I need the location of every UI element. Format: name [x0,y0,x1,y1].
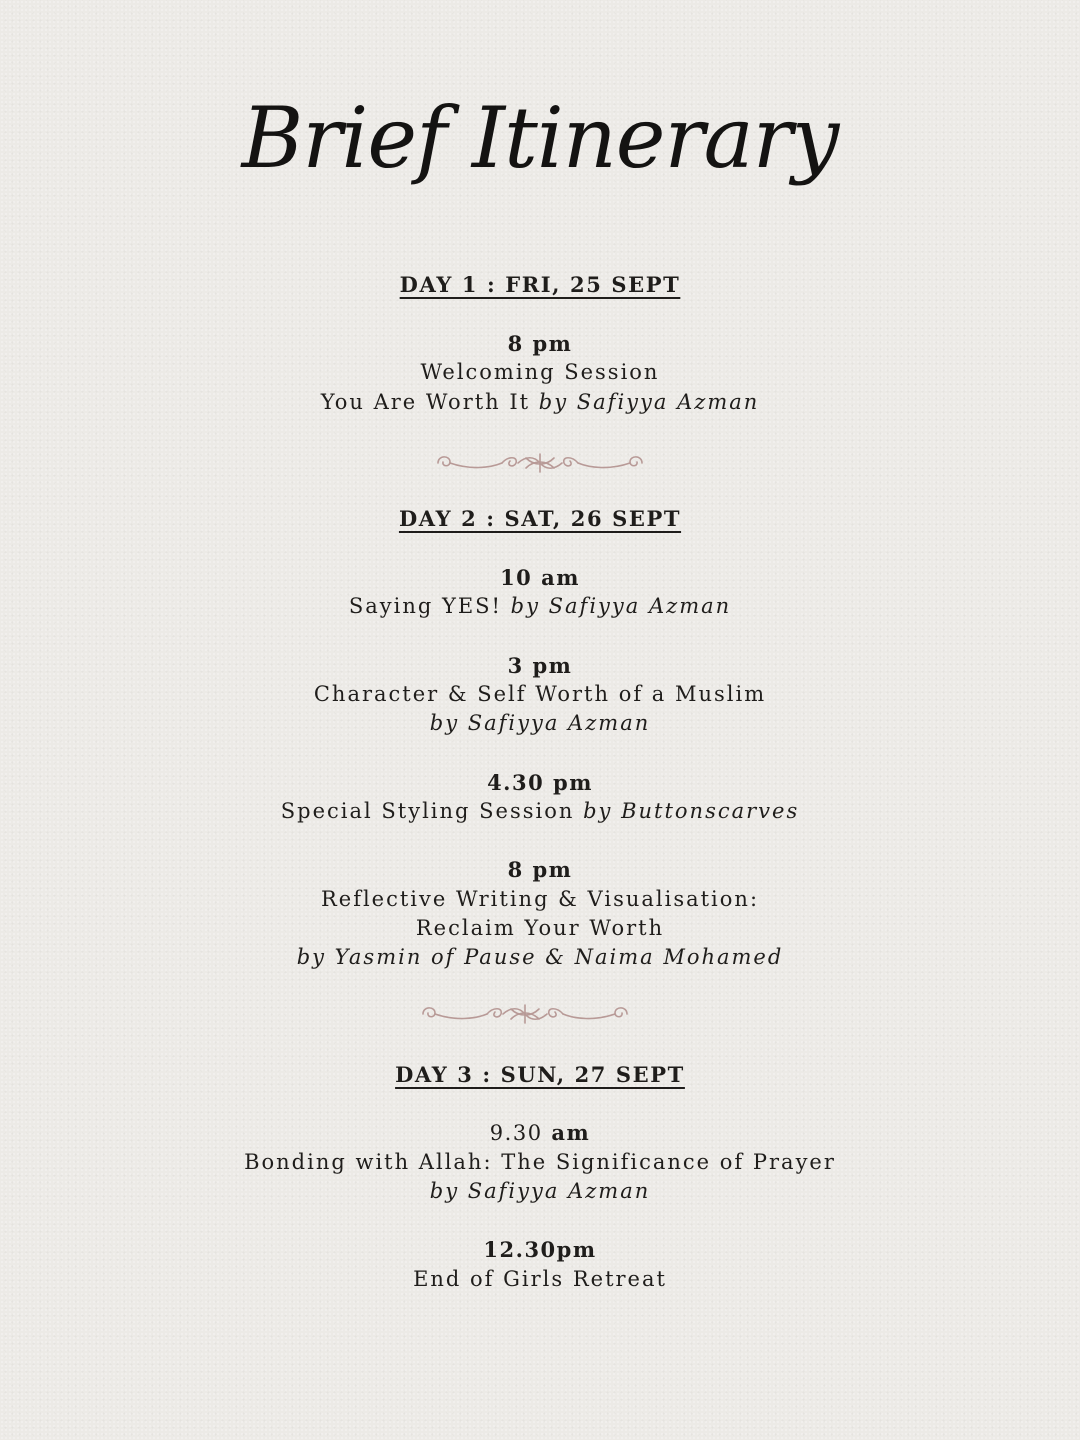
time-number: 9.30 [489,1121,543,1145]
session-title-text: Character & Self Worth of a Muslim [313,682,767,706]
session-title-text: Bonding with Allah: The Significance of Prayer [244,1150,836,1174]
day-2-session-2-title [0,680,1080,709]
page-title: Brief Itinerary [241,89,839,187]
flourish-divider-2 [415,999,635,1029]
day-2-session-3-title [0,797,1080,826]
day-2-session-3-time: 4.30 pm [487,770,593,795]
day-3-session-2-title [0,1265,1080,1294]
session-speaker: by Safiyya Azman [429,1179,651,1203]
session-title-text: End of Girls Retreat [413,1267,667,1291]
day-2-session-2-speaker [0,709,1080,738]
day-2-session-1-time: 10 am [500,565,580,590]
day-1-session-1-subtitle [0,388,1080,417]
session-title-text: Reclaim Your Worth [415,916,665,940]
day-2-session-4-title [0,885,1080,914]
session-title-text: Reflective Writing & Visualisation: [320,887,760,911]
day-2-session-4-speaker [0,943,1080,972]
day-1-session-1-title [0,358,1080,387]
session-speaker: by Safiyya Azman [510,594,732,618]
session-title-text: Welcoming Session [420,360,660,384]
day-3-heading: DAY 3 : SUN, 27 SEPT [395,1062,685,1087]
day-2-session-2-time: 3 pm [507,653,573,678]
session-speaker: by Buttonscarves [583,799,800,823]
flourish-divider-1 [430,448,650,478]
session-title-text: Special Styling Session [280,799,575,823]
day-3-session-1-title [0,1148,1080,1177]
day-1-heading: DAY 1 : FRI, 25 SEPT [399,272,681,297]
session-title-text: Saying YES! [348,594,502,618]
day-2-heading: DAY 2 : SAT, 26 SEPT [398,506,682,531]
day-3-session-1-speaker [0,1177,1080,1206]
day-2-session-1-title [0,592,1080,621]
session-title-text: You Are Worth It [320,390,531,414]
day-1-session-1-time: 8 pm [507,331,573,356]
time-unit: am [551,1120,591,1145]
day-2-session-4-subtitle [0,914,1080,943]
day-2-session-4-time: 8 pm [507,857,573,882]
day-3-session-1-time [0,1118,1080,1148]
session-speaker: by Safiyya Azman [429,711,651,735]
session-speaker: by Yasmin of Pause & Naima Mohamed [296,945,784,969]
day-3-session-2-time: 12.30pm [483,1237,597,1262]
session-speaker: by Safiyya Azman [538,390,760,414]
